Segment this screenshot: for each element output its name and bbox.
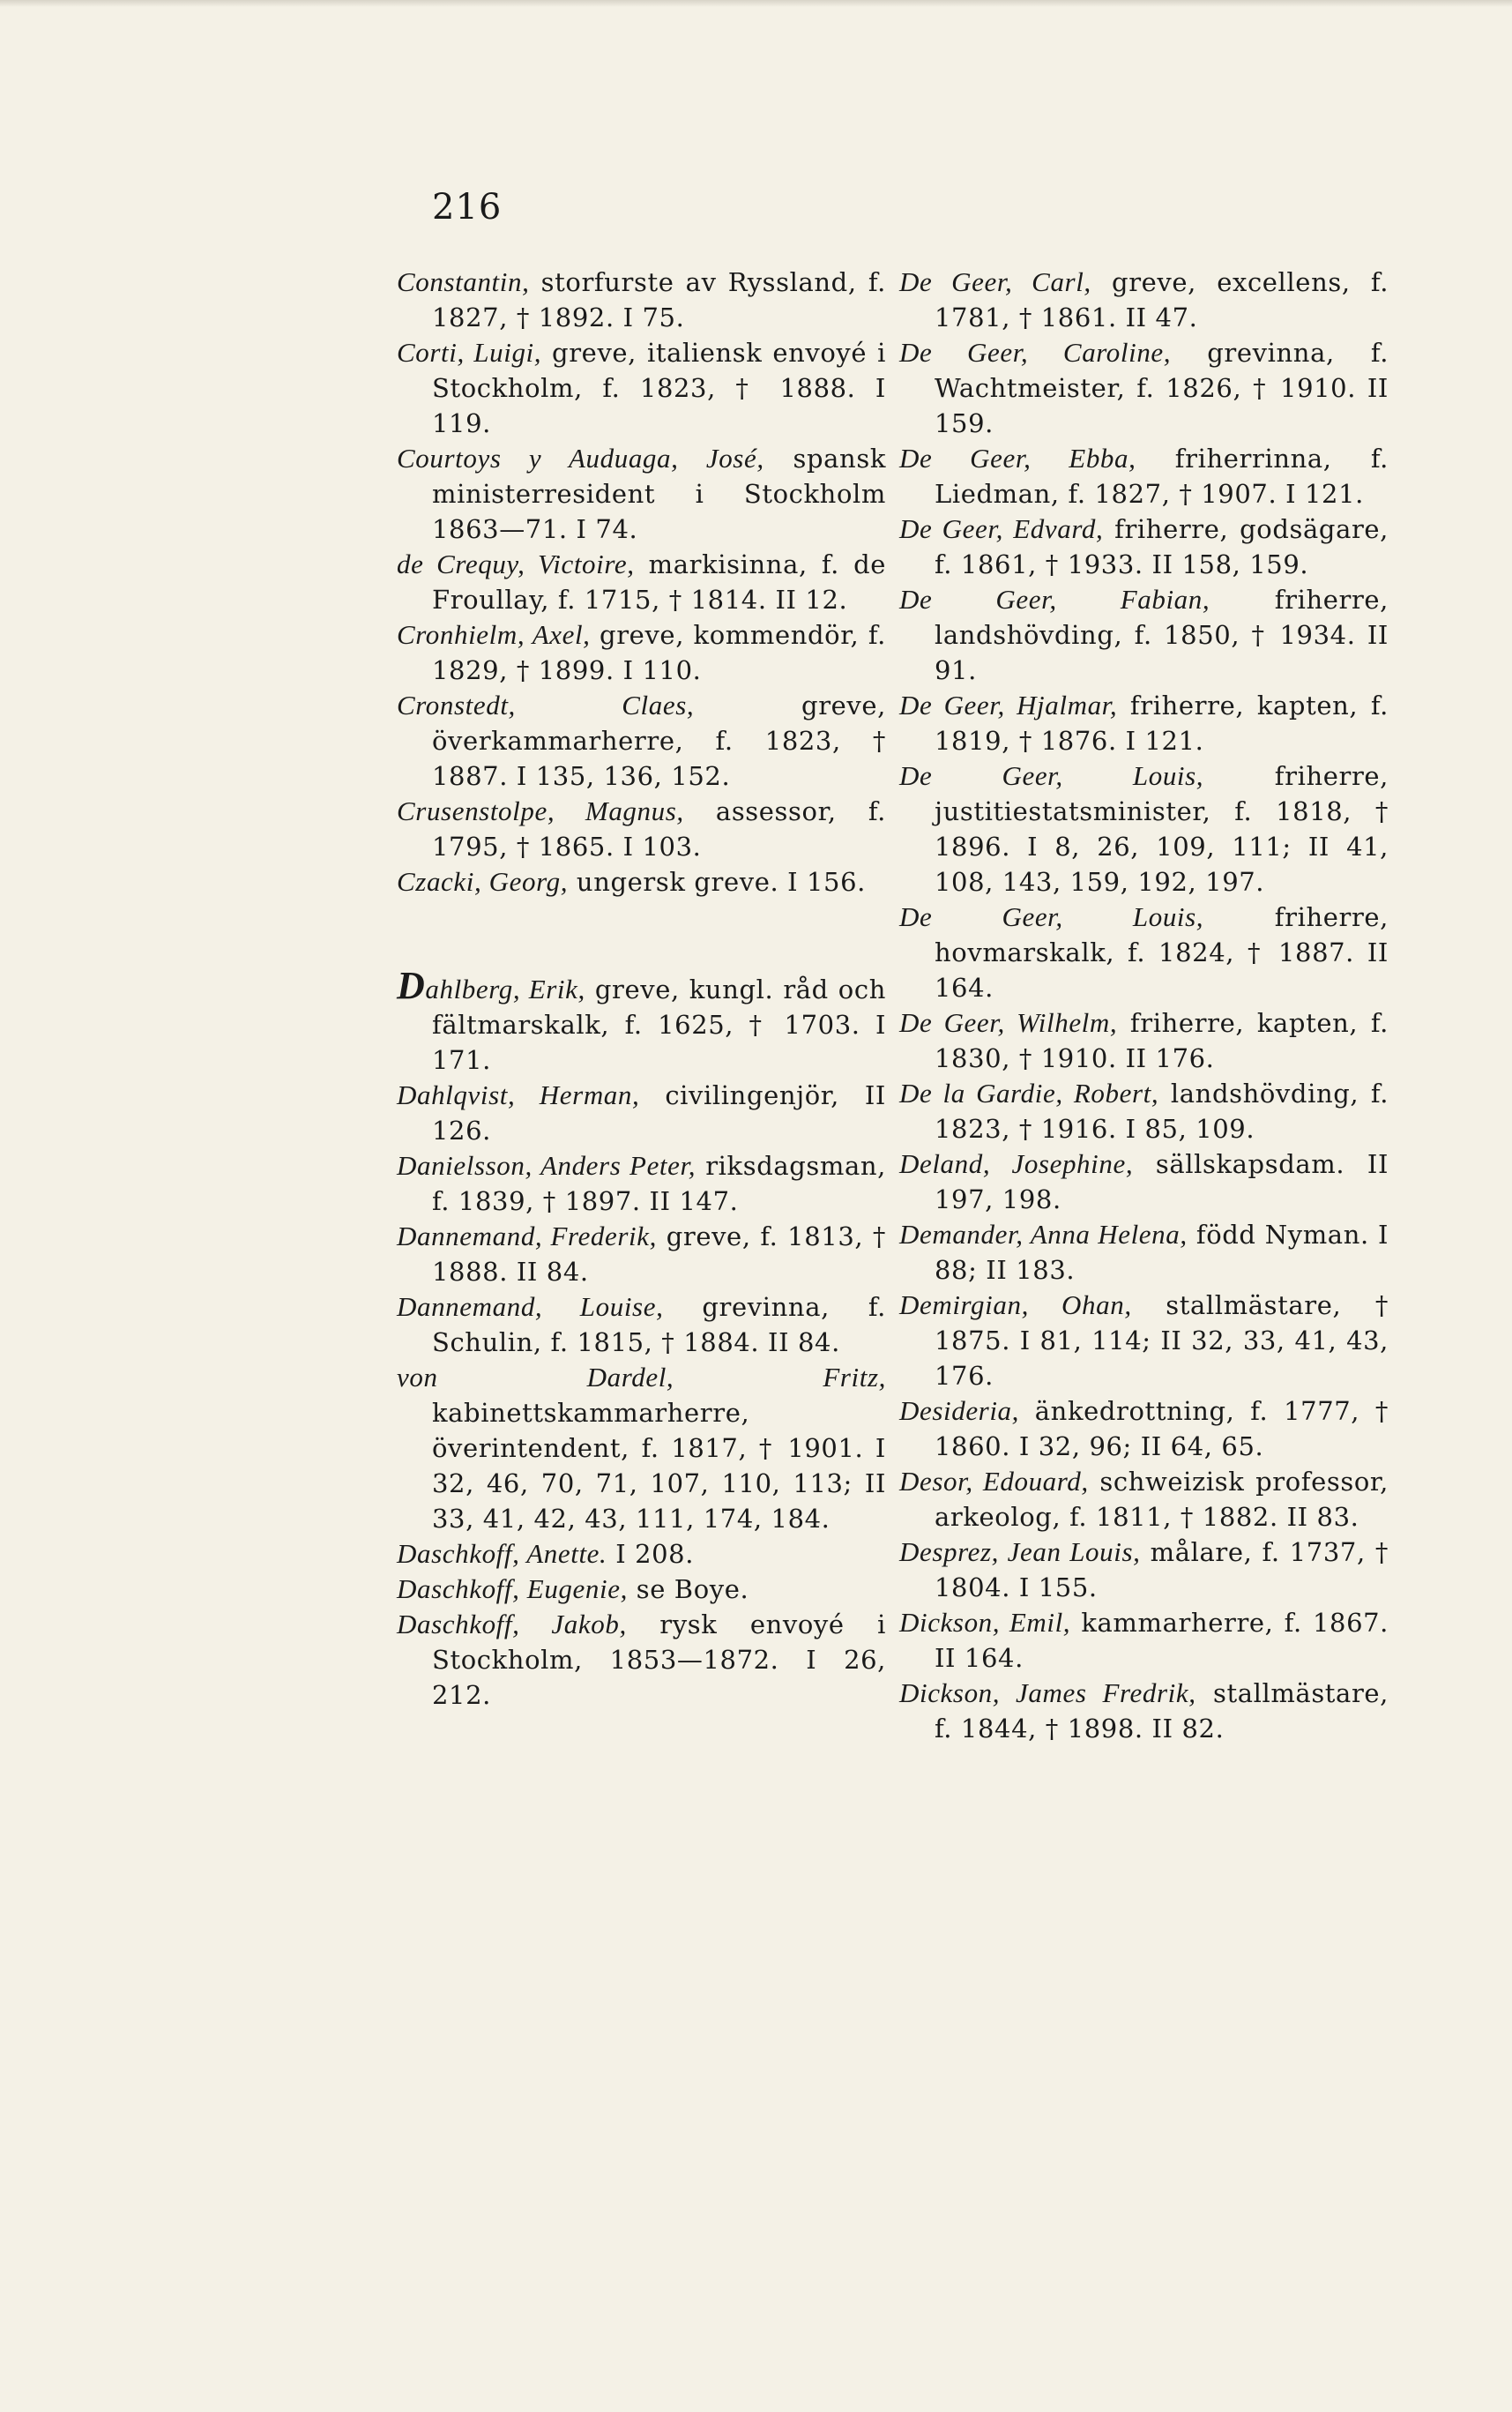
entry-name: Dannemand, Louise,	[397, 1291, 664, 1322]
entry-name-rest: ahlberg, Erik,	[425, 974, 585, 1004]
entry-name: Demander, Anna Helena,	[899, 1219, 1188, 1250]
entry-text: friherre, hovmarskalk, f. 1824, † 1887. II 164.	[935, 902, 1389, 1003]
dropcap-letter: D	[397, 964, 426, 1007]
entry-text: grevinna, f. Wachtmeister, f. 1826, † 1910. II 159.	[935, 338, 1389, 438]
entry-name: de Crequy, Victoire,	[397, 549, 635, 579]
index-entry	[899, 265, 1389, 335]
index-entry	[397, 441, 886, 547]
entry-name: Desor, Edouard,	[899, 1466, 1089, 1497]
index-entry	[899, 1005, 1389, 1076]
entry-name: De la Gardie, Robert,	[899, 1078, 1159, 1109]
entry-name: De Geer, Fabian,	[899, 584, 1210, 615]
index-entry	[397, 1289, 886, 1360]
entry-text: schweizisk professor, arkeolog, f. 1811, † 1882. II 83.	[935, 1467, 1389, 1532]
entry-text: riksdagsman, f. 1839, † 1897. II 147.	[432, 1151, 886, 1216]
entry-text: I 208.	[607, 1539, 695, 1569]
index-entry	[397, 617, 886, 688]
index-entry	[397, 1572, 886, 1607]
index-entry	[899, 1535, 1389, 1605]
entry-text: greve, kommendör, f. 1829, † 1899. I 110.	[432, 620, 886, 685]
entry-text: friherrinna, f. Liedman, f. 1827, † 1907. I 121.	[935, 444, 1389, 509]
index-entry	[397, 1536, 886, 1572]
entry-name: De Geer, Edvard,	[899, 513, 1104, 544]
entry-name: Czacki, Georg,	[397, 866, 569, 897]
entry-text: målare, f. 1737, † 1804. I 155.	[935, 1537, 1389, 1602]
index-entry	[397, 1148, 886, 1219]
entry-name: Dickson, Emil,	[899, 1607, 1071, 1638]
entry-name: Dannemand, Frederik,	[397, 1221, 657, 1251]
entry-text: rysk envoyé i Stockholm, 1853—1872. I 26, 212.	[432, 1609, 886, 1710]
index-entry	[899, 335, 1389, 441]
entries-de	[899, 265, 1389, 1746]
entry-text: spansk ministerresident i Stockholm 1863—71. I 74.	[432, 444, 886, 544]
right-column	[899, 265, 1389, 1746]
entry-text: greve, excellens, f. 1781, † 1861. II 47.	[935, 267, 1389, 332]
entry-text: stallmästare, † 1875. I 81, 114; II 32, 33, 41, 43, 176.	[935, 1290, 1389, 1391]
entry-name: Crusenstolpe, Magnus,	[397, 795, 684, 826]
index-entry	[397, 1078, 886, 1148]
entry-text: friherre, landshövding, f. 1850, † 1934. II 91.	[935, 585, 1389, 685]
entry-name: De Geer, Wilhelm,	[899, 1007, 1118, 1038]
index-entry	[397, 1607, 886, 1713]
entry-name	[397, 964, 585, 1007]
entry-text: assessor, f. 1795, † 1865. I 103.	[432, 796, 886, 862]
entry-name: Dahlqvist, Herman,	[397, 1079, 640, 1110]
index-entry	[899, 1676, 1389, 1746]
index-entry	[899, 1464, 1389, 1535]
index-entry	[899, 1288, 1389, 1393]
entry-name: Constantin,	[397, 266, 530, 297]
entry-name: von Dardel, Fritz,	[397, 1362, 886, 1393]
entry-name: Desideria,	[899, 1395, 1020, 1426]
index-entry	[397, 688, 886, 794]
index-entry-dahlberg	[397, 964, 886, 1078]
index-entry	[899, 900, 1389, 1005]
entry-text: friherre, justitiestatsminister, f. 1818, † 1896. I 8, 26, 109, 111; II 41, 108, 143, 159, 192, 197.	[935, 761, 1389, 897]
entry-text: kabinettskammarherre, överintendent, f. 1817, † 1901. I 32, 46, 70, 71, 107, 110, 113; II 33, 41, 42, 43, 111, 174, 184.	[432, 1398, 886, 1534]
section-gap	[397, 900, 886, 968]
entry-name: Dickson, James Fredrik,	[899, 1677, 1196, 1708]
entry-name: Deland, Josephine,	[899, 1148, 1134, 1179]
index-entry	[899, 441, 1389, 512]
index-entry	[397, 335, 886, 441]
entries-d	[397, 1078, 886, 1713]
index-entry	[899, 512, 1389, 582]
entry-name: De Geer, Caroline,	[899, 337, 1172, 368]
entry-text: markisinna, f. de Froullay, f. 1715, † 1814. II 12.	[432, 549, 886, 615]
entry-name: Corti, Luigi,	[397, 337, 542, 368]
entry-text: stallmästare, f. 1844, † 1898. II 82.	[935, 1678, 1389, 1744]
entry-name: De Geer, Louis,	[899, 760, 1204, 791]
index-entry	[397, 547, 886, 617]
entry-name: Danielsson, Anders Peter,	[397, 1150, 696, 1181]
entry-name: Daschkoff, Eugenie,	[397, 1573, 628, 1604]
entry-text: landshövding, f. 1823, † 1916. I 85, 109.	[935, 1079, 1389, 1144]
index-entry	[397, 864, 886, 900]
entry-name: De Geer, Carl,	[899, 266, 1091, 297]
entry-name: Daschkoff, Anette.	[397, 1538, 607, 1569]
entry-name: Courtoys y Auduaga, José,	[397, 443, 764, 474]
left-column	[397, 265, 886, 1713]
entry-text: civilingenjör, II 126.	[432, 1080, 886, 1146]
index-entry	[397, 794, 886, 864]
index-entry	[899, 1393, 1389, 1464]
index-entry	[899, 1076, 1389, 1146]
entry-name: Cronhielm, Axel,	[397, 619, 591, 650]
entry-text: greve, italiensk envoyé i Stockholm, f. 1823, † 1888. I 119.	[432, 338, 886, 438]
index-entry	[397, 265, 886, 335]
entry-name: De Geer, Ebba,	[899, 443, 1136, 474]
entry-name: Desprez, Jean Louis,	[899, 1536, 1141, 1567]
entry-text: friherre, kapten, f. 1819, † 1876. I 121.	[935, 691, 1389, 756]
entry-text: sällskapsdam. II 197, 198.	[935, 1149, 1389, 1214]
index-entry	[397, 1360, 886, 1536]
entry-text: kammarherre, f. 1867. II 164.	[935, 1608, 1389, 1673]
index-entry	[899, 1605, 1389, 1676]
page-number: 216	[432, 187, 503, 228]
entry-text: född Nyman. I 88; II 183.	[935, 1220, 1389, 1285]
entry-text: se Boye.	[627, 1574, 749, 1604]
entry-text: storfurste av Ryssland, f. 1827, † 1892. I 75.	[432, 267, 886, 332]
entry-text: friherre, kapten, f. 1830, † 1910. II 176.	[935, 1008, 1389, 1073]
entry-text: grevinna, f. Schulin, f. 1815, † 1884. II 84.	[432, 1292, 886, 1357]
index-entry	[899, 582, 1389, 688]
entry-text: ungersk greve. I 156.	[568, 867, 866, 897]
entry-text: greve, f. 1813, † 1888. II 84.	[432, 1221, 886, 1287]
entry-text: änkedrottning, f. 1777, † 1860. I 32, 96; II 64, 65.	[935, 1396, 1389, 1461]
entry-name: Cronstedt, Claes,	[397, 690, 695, 721]
entry-name: De Geer, Louis,	[899, 901, 1204, 932]
entry-name: De Geer, Hjalmar,	[899, 690, 1118, 721]
entry-text: greve, överkammarherre, f. 1823, † 1887. I 135, 136, 152.	[432, 691, 886, 791]
entries-c	[397, 265, 886, 900]
entry-text: greve, kungl. råd och fältmarskalk, f. 1625, † 1703. I 171.	[432, 975, 886, 1075]
entry-name: Demirgian, Ohan,	[899, 1289, 1132, 1320]
entry-name: Daschkoff, Jakob,	[397, 1609, 627, 1639]
index-entry	[899, 688, 1389, 758]
index-entry	[899, 1146, 1389, 1217]
index-entry	[899, 1217, 1389, 1288]
index-entry	[397, 1219, 886, 1289]
entry-text: friherre, godsägare, f. 1861, † 1933. II 158, 159.	[935, 514, 1389, 579]
index-entry	[899, 758, 1389, 900]
page-edge	[0, 0, 1512, 7]
